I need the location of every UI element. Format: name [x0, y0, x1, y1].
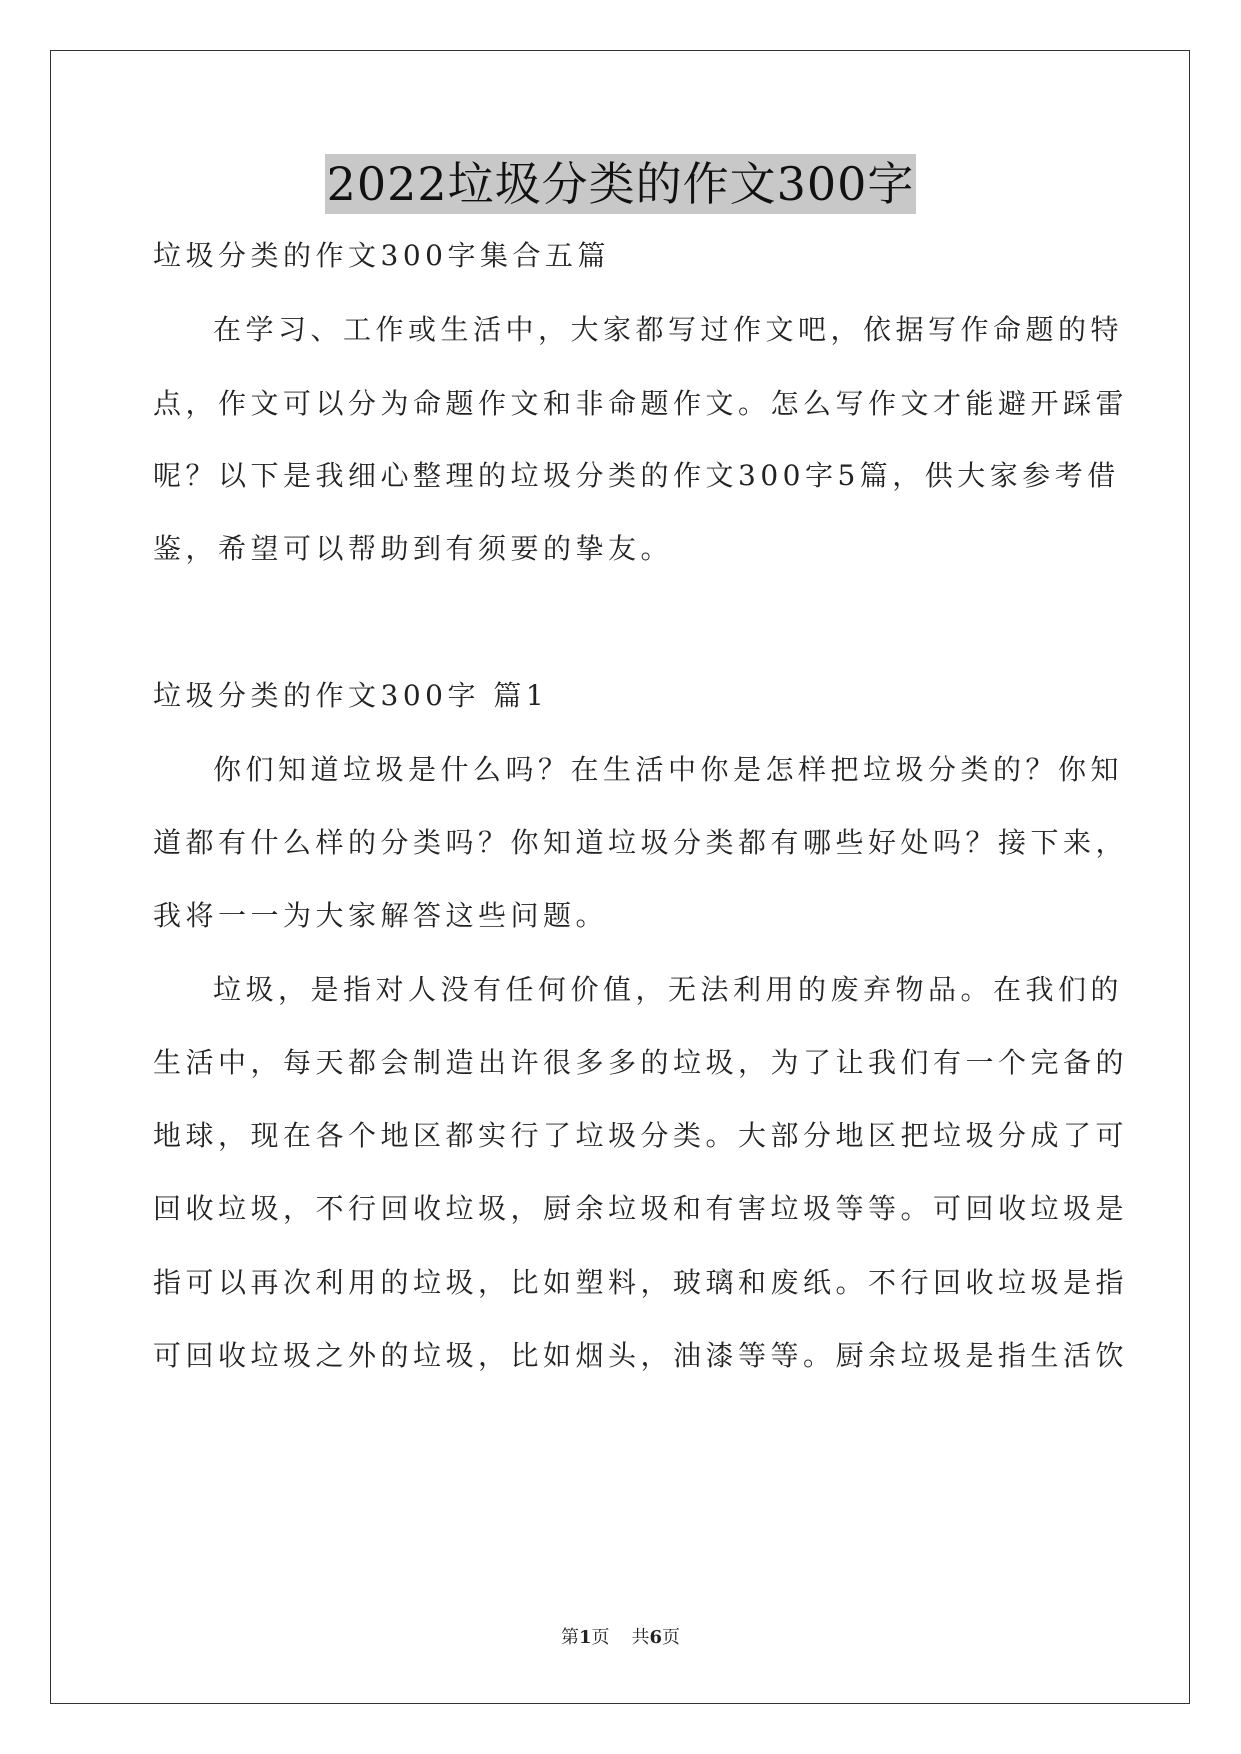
total-prefix: 共 [631, 1627, 650, 1648]
page-border [50, 50, 1190, 1704]
page-number: 1 [578, 1627, 592, 1648]
page-prefix: 第 [560, 1627, 579, 1648]
paragraph1-line: 你们知道垃圾是什么吗？在生活中你是怎样把垃圾分类的？你知 [213, 753, 1124, 786]
intro-line: 在学习、工作或生活中，大家都写过作文吧，依据写作命题的特 [213, 313, 1124, 346]
section-heading: 垃圾分类的作文300字 篇1 [153, 679, 549, 712]
paragraph1-line: 道都有什么样的分类吗？你知道垃圾分类都有哪些好处吗？接下来， [153, 826, 1129, 859]
paragraph1-line: 我将一一为大家解答这些问题。 [153, 899, 609, 932]
page-suffix: 页 [591, 1627, 610, 1648]
paragraph2-line: 回收垃圾，不行回收垃圾，厨余垃圾和有害垃圾等等。可回收垃圾是 [153, 1192, 1129, 1225]
paragraph2-line: 地球，现在各个地区都实行了垃圾分类。大部分地区把垃圾分成了可 [153, 1119, 1129, 1152]
title-container [0, 154, 1241, 214]
total-pages: 6 [649, 1627, 663, 1648]
intro-line: 点，作文可以分为命题作文和非命题作文。怎么写作文才能避开踩雷 [153, 387, 1129, 420]
document-subtitle: 垃圾分类的作文300字集合五篇 [153, 239, 610, 272]
paragraph2-line: 指可以再次利用的垃圾，比如塑料，玻璃和废纸。不行回收垃圾是指 [153, 1266, 1129, 1299]
paragraph2-line: 可回收垃圾之外的垃圾，比如烟头，油漆等等。厨余垃圾是指生活饮 [153, 1339, 1129, 1372]
document-title: 2022垃圾分类的作文300字 [325, 154, 917, 214]
intro-line: 鉴，希望可以帮助到有须要的挚友。 [153, 532, 674, 565]
intro-line: 呢？以下是我细心整理的垃圾分类的作文300字5篇，供大家参考借 [153, 459, 1120, 492]
paragraph2-line: 垃圾，是指对人没有任何价值，无法利用的废弃物品。在我们的 [213, 973, 1124, 1006]
paragraph2-line: 生活中，每天都会制造出许很多多的垃圾，为了让我们有一个完备的 [153, 1046, 1129, 1079]
total-suffix: 页 [662, 1627, 681, 1648]
page-footer [0, 1626, 1241, 1650]
